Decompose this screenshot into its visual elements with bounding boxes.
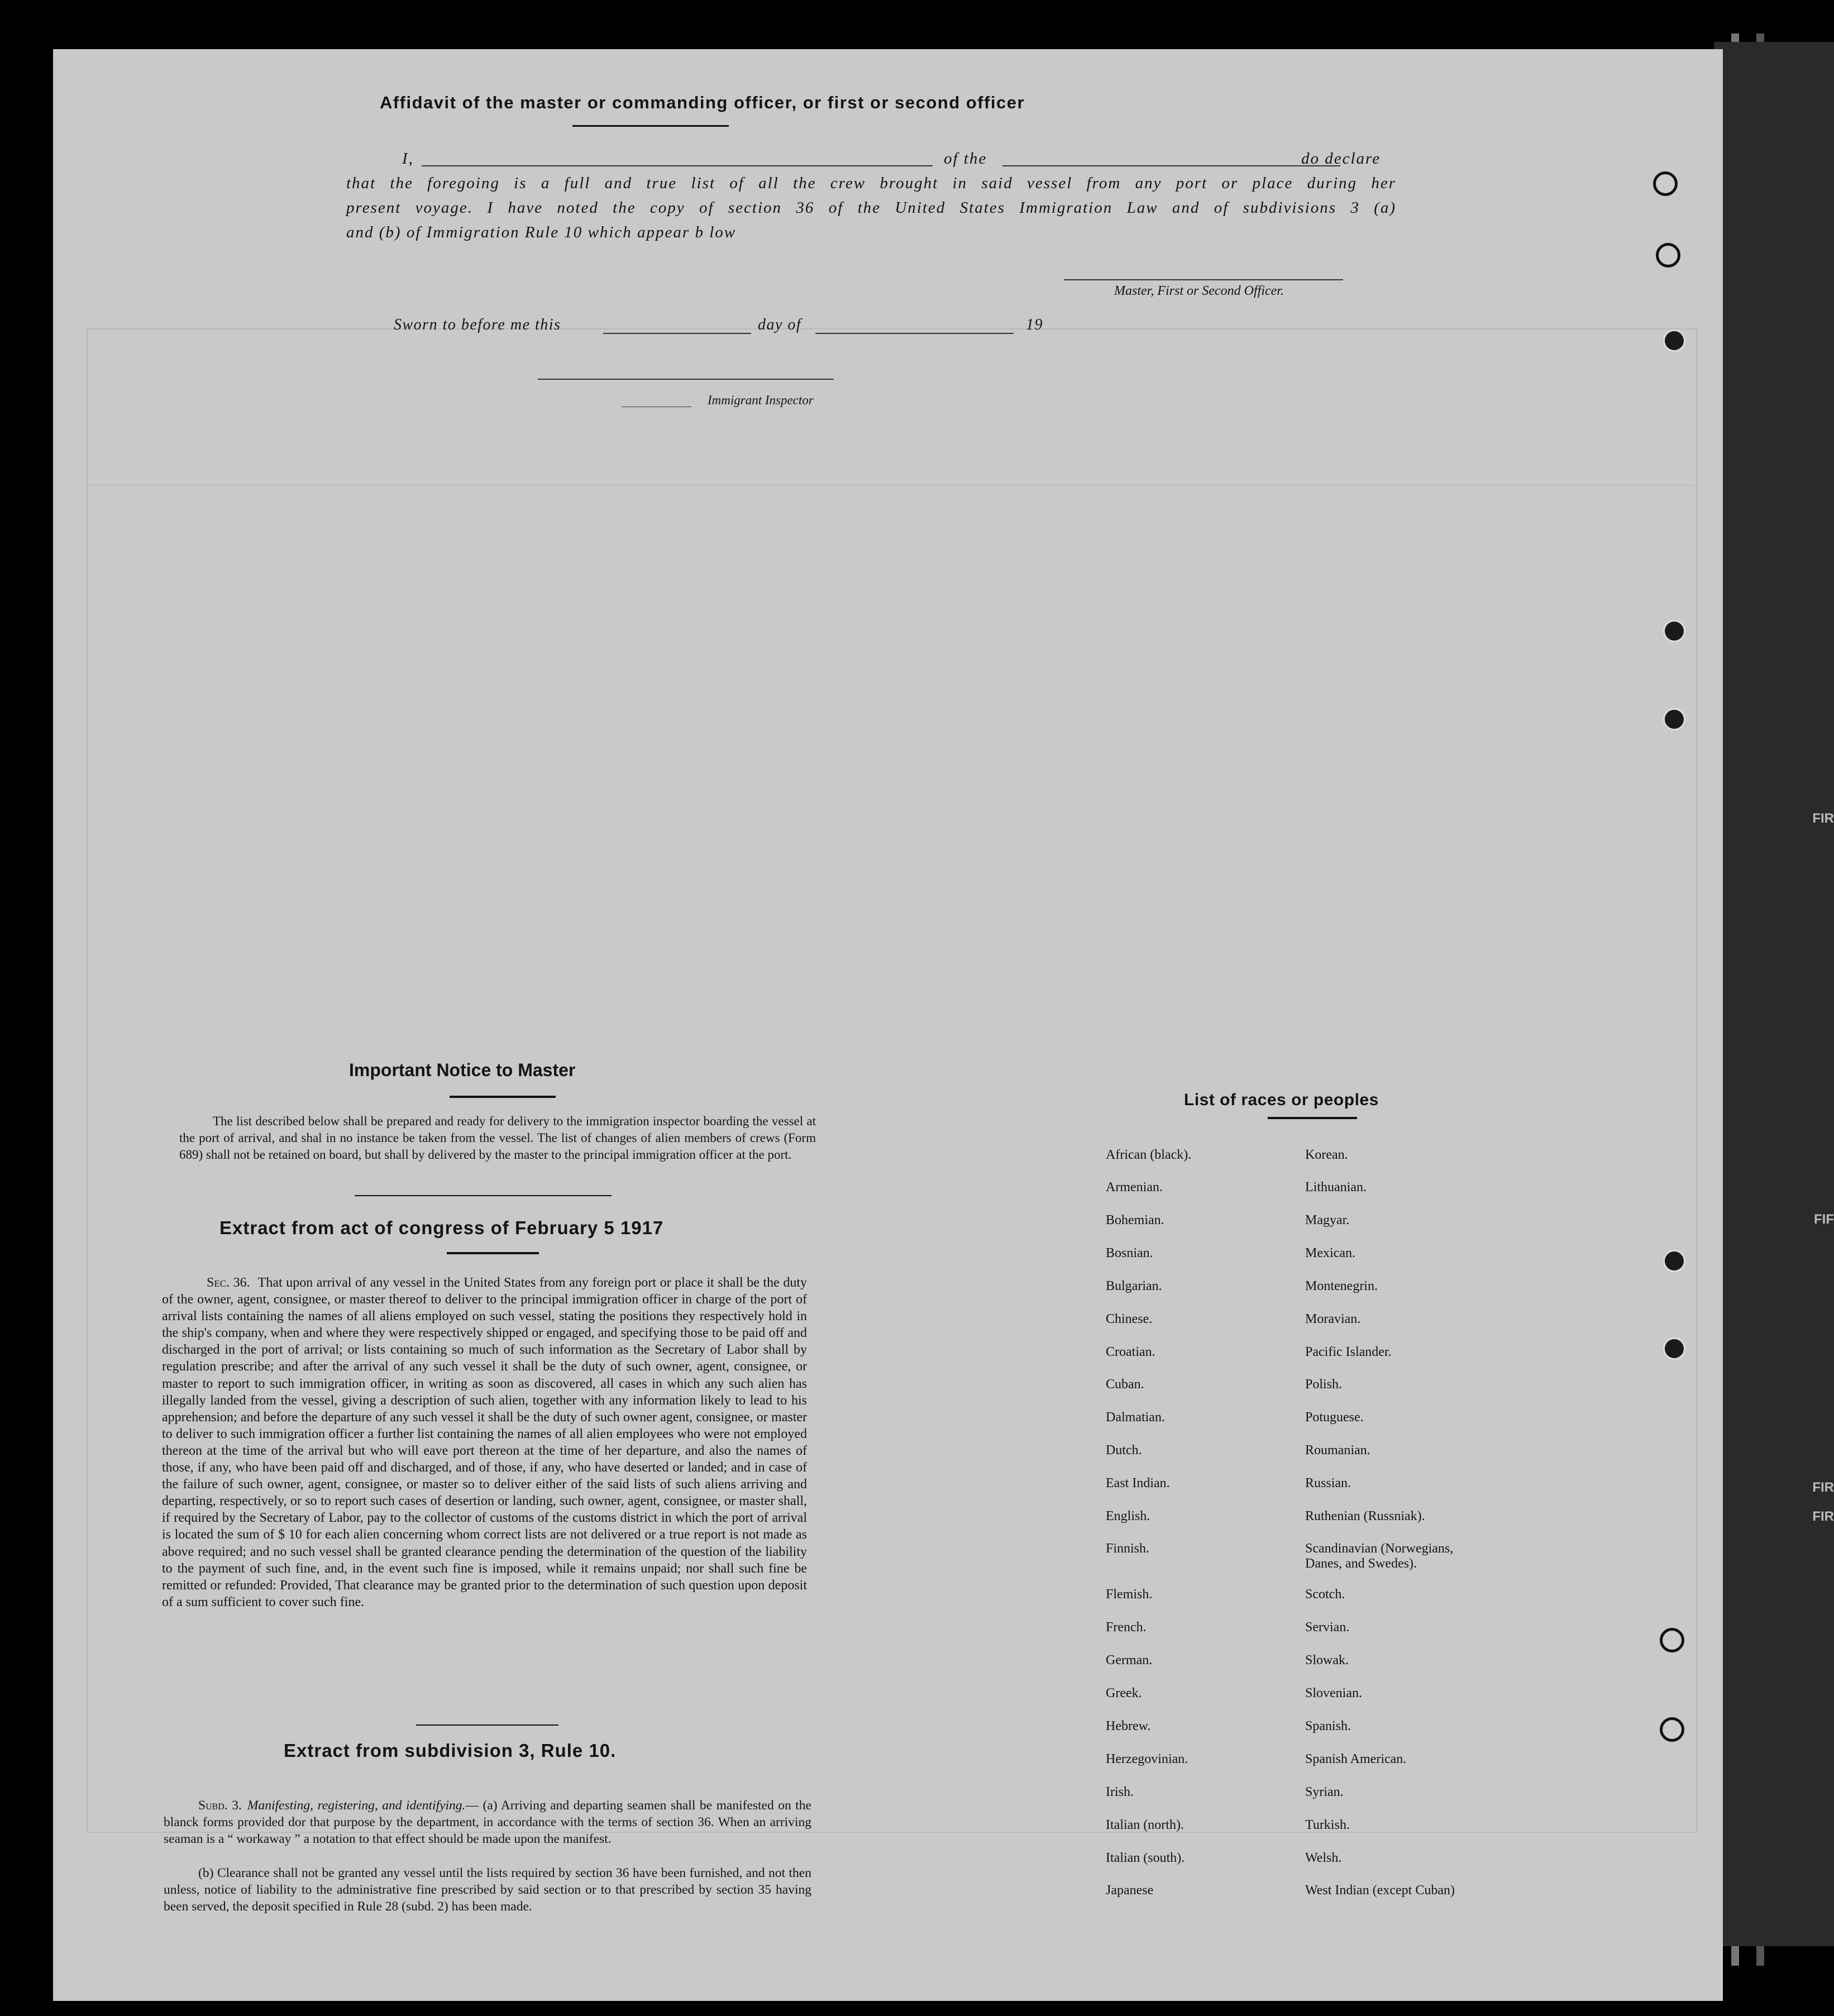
races-heading: List of races or peoples bbox=[1184, 1091, 1379, 1109]
race-item: Italian (north). bbox=[1106, 1818, 1184, 1832]
affidavit-line-3: present voyage. I have noted the copy of section 36 of the United States Immigration Law and of subdivisions 3 (a) bbox=[346, 199, 1396, 217]
subd-title: Manifesting, registering, and identifying. bbox=[247, 1798, 466, 1813]
race-item: Cuban. bbox=[1106, 1377, 1144, 1392]
race-item: Scandinavian (Norwegians, Danes, and Swedes). bbox=[1305, 1541, 1454, 1571]
race-item: African (black). bbox=[1106, 1148, 1192, 1162]
affidavit-i: I, bbox=[402, 150, 414, 168]
punch-hole bbox=[1660, 1717, 1684, 1742]
race-item: Chinese. bbox=[1106, 1312, 1153, 1326]
sworn-text: Sworn to before me this bbox=[394, 316, 561, 333]
subd-para-a bbox=[164, 1797, 811, 1848]
notice-rule bbox=[450, 1096, 556, 1098]
race-item: Spanish. bbox=[1305, 1719, 1351, 1733]
subd-text-a: — (a) Arriving and departing seamen shall be manifested on the blanck forms provided dor that purpose by the department, in accordance with the terms of section 36. When an arriving seaman is a “ workaway ” a notation to that effect should be made upon the manifest. bbox=[164, 1798, 811, 1847]
race-item: Dutch. bbox=[1106, 1443, 1142, 1458]
bleed-through-line bbox=[87, 485, 1695, 486]
act-rule bbox=[447, 1252, 539, 1254]
race-item: Pacific Islander. bbox=[1305, 1345, 1392, 1359]
race-item: German. bbox=[1106, 1653, 1153, 1668]
race-item: Italian (south). bbox=[1106, 1851, 1185, 1865]
race-item: Croatian. bbox=[1106, 1345, 1155, 1359]
race-item: Potuguese. bbox=[1305, 1410, 1364, 1425]
sec-body: That upon arrival of any vessel in the United States from any foreign port or place it shall be the duty of the owner, agent, consignee, or master thereof to deliver to the principal immigration officer in charge of the port of arrival lists containing the names of all aliens employed on such vessel, stating the positions they respectively hold in the ship's company, when and where they were respectively shipped or engaged, and specifying those to be paid off and discharged in the port of arrival; or lists containing so much of such information as the Secretary of Labor shall by regulation prescribe; and after the arrival of any such vessel it shall be the duty of such owner, agent, consignee, or master to report to such immigration officer, in writing as soon as discovered, all cases in which any such alien has illegally landed from the vessel, giving a description of such alien, together with any information likely to lead to his apprehension; and before the departure of any such vessel it shall be the duty of such owner agent, consignee, or master to deliver to such immigration officer a further list containing the names of all alien employees who were not employed thereon at the time of the arrival but who will eave port thereon at the time of her departure, and also the names of those, if any, who have been paid off and discharged, and of those, if any, who have deserted or landed; and in case of the failure of such owner, agent, consignee, or master so to deliver either of the said lists of such aliens arriving and departing, respectively, or so to report such cases of desertion or landing, such owner, agent, consignee, or master shall, if required by the Secretary of Labor, pay to the collector of customs of the customs district in which the port of arrival is located the sum of $ 10 for each alien concerning whom correct lists are not delivered or a true report is not made as above required; and no such vessel shall be granted clearance pending the determination of the question of the liability to the payment of such fine, and, in the event such fine is imposed, while it remains unpaid; nor shall such fine be remitted or refunded: Provided, That clearance may be granted prior to the determination of such question upon deposit of a sum sufficient to cover such fine. bbox=[162, 1275, 807, 1609]
race-item: Korean. bbox=[1305, 1148, 1348, 1162]
punch-hole bbox=[1663, 329, 1685, 352]
race-item: Russian. bbox=[1305, 1476, 1351, 1490]
notice-heading: Important Notice to Master bbox=[349, 1060, 576, 1080]
race-item: Moravian. bbox=[1305, 1312, 1361, 1326]
rule-heading: Extract from subdivision 3, Rule 10. bbox=[284, 1740, 617, 1761]
race-item: Spanish American. bbox=[1305, 1752, 1407, 1766]
punch-hole bbox=[1663, 1250, 1685, 1272]
notice-text: The list described below shall be prepared and ready for delivery to the immigration inspector boarding the vessel at the port of arrival, and shal in no instance be taken from the vessel. The list of changes of alien members of crews (Form 689) shall not be retained on board, but shall by delivered by the master to the principal immigration officer at the port. bbox=[179, 1114, 816, 1162]
inspector-label: Immigrant Inspector bbox=[708, 393, 814, 407]
race-item: Bulgarian. bbox=[1106, 1279, 1162, 1293]
affidavit-do-declare: do declare bbox=[1301, 150, 1381, 168]
margin-mark: FIR bbox=[1812, 1480, 1834, 1495]
sec-36-text bbox=[162, 1274, 807, 1611]
race-item: Syrian. bbox=[1305, 1785, 1344, 1799]
race-item: Finnish. bbox=[1106, 1541, 1150, 1556]
act-heading: Extract from act of congress of February 5 1917 bbox=[219, 1217, 664, 1238]
race-item: Scotch. bbox=[1305, 1587, 1345, 1602]
sec-label: Sec. 36. bbox=[207, 1275, 250, 1290]
race-item: Roumanian. bbox=[1305, 1443, 1370, 1458]
race-item: Ruthenian (Russniak). bbox=[1305, 1509, 1425, 1523]
affidavit-line-4: and (b) of Immigration Rule 10 which appear b low bbox=[346, 223, 737, 241]
signature-line bbox=[1064, 279, 1343, 280]
subd-para-b: (b) Clearance shall not be granted any vessel until the lists required by section 36 have been furnished, and not then unless, notice of liability to the administrative fine prescribed by said section or to that prescribed by section 35 having been served, the deposit specified in Rule 28 (subd. 2) has been made. bbox=[164, 1866, 811, 1914]
punch-hole bbox=[1663, 708, 1685, 730]
race-item: Herzegovinian. bbox=[1106, 1752, 1188, 1766]
punch-hole bbox=[1653, 171, 1678, 196]
binding-strip bbox=[1714, 42, 1834, 1946]
subd-label: Subd. 3. bbox=[198, 1798, 242, 1813]
day-blank bbox=[603, 333, 751, 334]
punch-hole bbox=[1660, 1628, 1684, 1652]
race-item: Welsh. bbox=[1305, 1851, 1342, 1865]
margin-mark: FIF bbox=[1814, 1212, 1834, 1227]
race-item: Mexican. bbox=[1305, 1246, 1355, 1260]
race-item: English. bbox=[1106, 1509, 1150, 1523]
race-item: Bosnian. bbox=[1106, 1246, 1153, 1260]
punch-hole bbox=[1663, 1337, 1685, 1360]
race-item: West Indian (except Cuban) bbox=[1305, 1883, 1455, 1898]
race-item: Armenian. bbox=[1106, 1180, 1163, 1195]
divider-rule-2 bbox=[416, 1724, 558, 1726]
race-item: Irish. bbox=[1106, 1785, 1134, 1799]
race-item: Lithuanian. bbox=[1305, 1180, 1367, 1195]
margin-mark: FIR bbox=[1812, 811, 1834, 826]
race-item: Hebrew. bbox=[1106, 1719, 1151, 1733]
race-item: Japanese bbox=[1106, 1883, 1154, 1898]
race-item: Servian. bbox=[1305, 1620, 1350, 1635]
margin-mark: FIR bbox=[1812, 1509, 1834, 1524]
affidavit-heading: Affidavit of the master or commanding officer, or first or second officer bbox=[379, 93, 1025, 112]
race-item: Dalmatian. bbox=[1106, 1410, 1165, 1425]
race-item: Flemish. bbox=[1106, 1587, 1153, 1602]
race-item: Montenegrin. bbox=[1305, 1279, 1378, 1293]
name-blank bbox=[422, 165, 933, 166]
vessel-blank bbox=[1002, 165, 1340, 166]
affidavit-line-2: that the foregoing is a full and true list of all the crew brought in said vessel from any port or place during her bbox=[346, 174, 1396, 192]
race-item: Slowak. bbox=[1305, 1653, 1349, 1668]
divider-rule bbox=[355, 1195, 612, 1196]
year-prefix: 19 bbox=[1026, 316, 1043, 333]
heading-rule bbox=[572, 125, 729, 127]
race-item: Slovenian. bbox=[1305, 1686, 1362, 1700]
race-item: Polish. bbox=[1305, 1377, 1343, 1392]
document-page bbox=[53, 49, 1723, 2001]
signature-label: Master, First or Second Officer. bbox=[1114, 284, 1284, 298]
race-item: East Indian. bbox=[1106, 1476, 1170, 1490]
race-item: Magyar. bbox=[1305, 1213, 1350, 1227]
inspector-line bbox=[538, 379, 834, 380]
race-item: Greek. bbox=[1106, 1686, 1142, 1700]
punch-hole bbox=[1656, 243, 1680, 267]
affidavit-of-the: of the bbox=[944, 150, 987, 168]
day-of-text: day of bbox=[758, 316, 802, 333]
races-rule bbox=[1268, 1117, 1357, 1119]
race-item: Turkish. bbox=[1305, 1818, 1350, 1832]
race-item: Bohemian. bbox=[1106, 1213, 1164, 1227]
month-blank bbox=[815, 333, 1014, 334]
race-item: French. bbox=[1106, 1620, 1147, 1635]
punch-hole bbox=[1663, 620, 1685, 642]
